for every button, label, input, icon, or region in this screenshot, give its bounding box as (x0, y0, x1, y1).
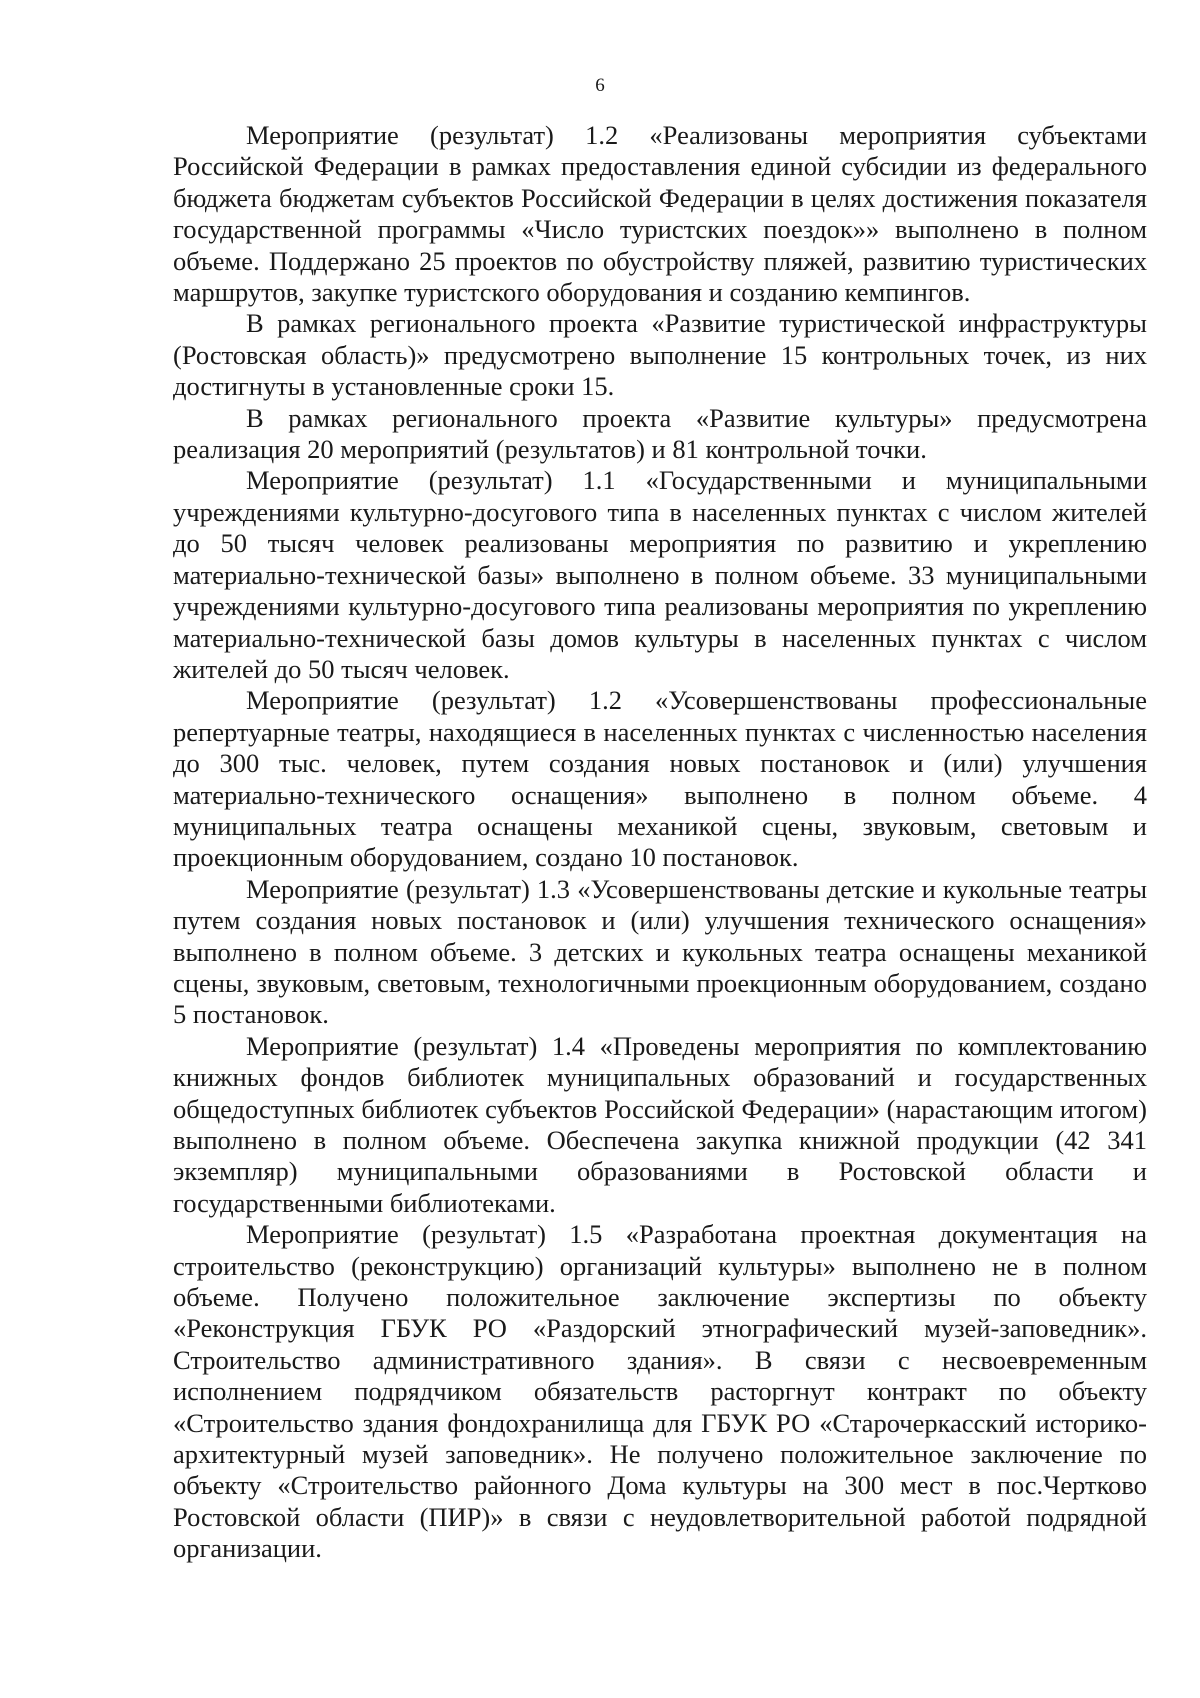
paragraph-result-1-2: Мероприятие (результат) 1.2 «Усовершенствованы профессиональные репертуарные театры, находящиеся в населенных пунктах с численностью населения до 300 тыс. человек, путем создания новых постановок и (или) улучшения материально-технического оснащения» выполнено в полном объеме. 4 муниципальных театра оснащены механикой сцены, звуковым, световым и проекционным оборудованием, создано 10 постановок. (173, 685, 1147, 873)
paragraph-result-1-1: Мероприятие (результат) 1.1 «Государственными и муниципальными учреждениями культурно-досугового типа в населенных пунктах с числом жителей до 50 тысяч человек реализованы мероприятия по развитию и укреплению материально-технической базы» выполнено в полном объеме. 33 муниципальными учреждениями культурно-досугового типа реализованы мероприятия по укреплению материально-технической базы домов культуры в населенных пунктах с числом жителей до 50 тысяч человек. (173, 465, 1147, 684)
document-body (173, 120, 1147, 1565)
paragraph-result-1-3: Мероприятие (результат) 1.3 «Усовершенствованы детские и кукольные театры путем создания новых постановок и (или) улучшения технического оснащения» выполнено в полном объеме. 3 детских и кукольных театра оснащены механикой сцены, звуковым, световым, технологичными проекционным оборудованием, создано 5 постановок. (173, 873, 1147, 1030)
paragraph-result-1-4: Мероприятие (результат) 1.4 «Проведены мероприятия по комплектованию книжных фондов библиотек муниципальных образований и государственных общедоступных библиотек субъектов Российской Федерации» (нарастающим итогом) выполнено в полном объеме. Обеспечена закупка книжной продукции (42 341 экземпляр) муниципальными образованиями в Ростовской области и государственными библиотеками. (173, 1030, 1147, 1218)
paragraph-result-1-5: Мероприятие (результат) 1.5 «Разработана проектная документация на строительство (реконструкцию) организаций культуры» выполнено не в полном объеме. Получено положительное заключение экспертизы по объекту «Реконструкция ГБУК РО «Раздорский этнографический музей-заповедник». Строительство административного здания». В связи с несвоевременным исполнением подрядчиком обязательств расторгнут контракт по объекту «Строительство здания фондохранилища для ГБУК РО «Старочеркасский историко-архитектурный музей заповедник». Не получено положительное заключение по объекту «Строительство районного Дома культуры на 300 мест в пос.Чертково Ростовской области (ПИР)» в связи с неудовлетворительной работой подрядной организации. (173, 1219, 1147, 1564)
paragraph-culture-project: В рамках регионального проекта «Развитие культуры» предусмотрена реализация 20 мероприятий (результатов) и 81 контрольной точки. (173, 402, 1147, 465)
paragraph-tourism-infrastructure-project: В рамках регионального проекта «Развитие туристической инфраструктуры (Ростовская область)» предусмотрено выполнение 15 контрольных точек, из них достигнуты в установленные сроки 15. (173, 308, 1147, 402)
paragraph-tourism-subsidy-result: Мероприятие (результат) 1.2 «Реализованы мероприятия субъектами Российской Федерации в рамках предоставления единой субсидии из федерального бюджета бюджетам субъектов Российской Федерации в целях достижения показателя государственной программы «Число туристских поездок»» выполнено в полном объеме. Поддержано 25 проектов по обустройству пляжей, развитию туристических маршрутов, закупке туристского оборудования и созданию кемпингов. (173, 120, 1147, 308)
page-number: 6 (595, 75, 605, 96)
